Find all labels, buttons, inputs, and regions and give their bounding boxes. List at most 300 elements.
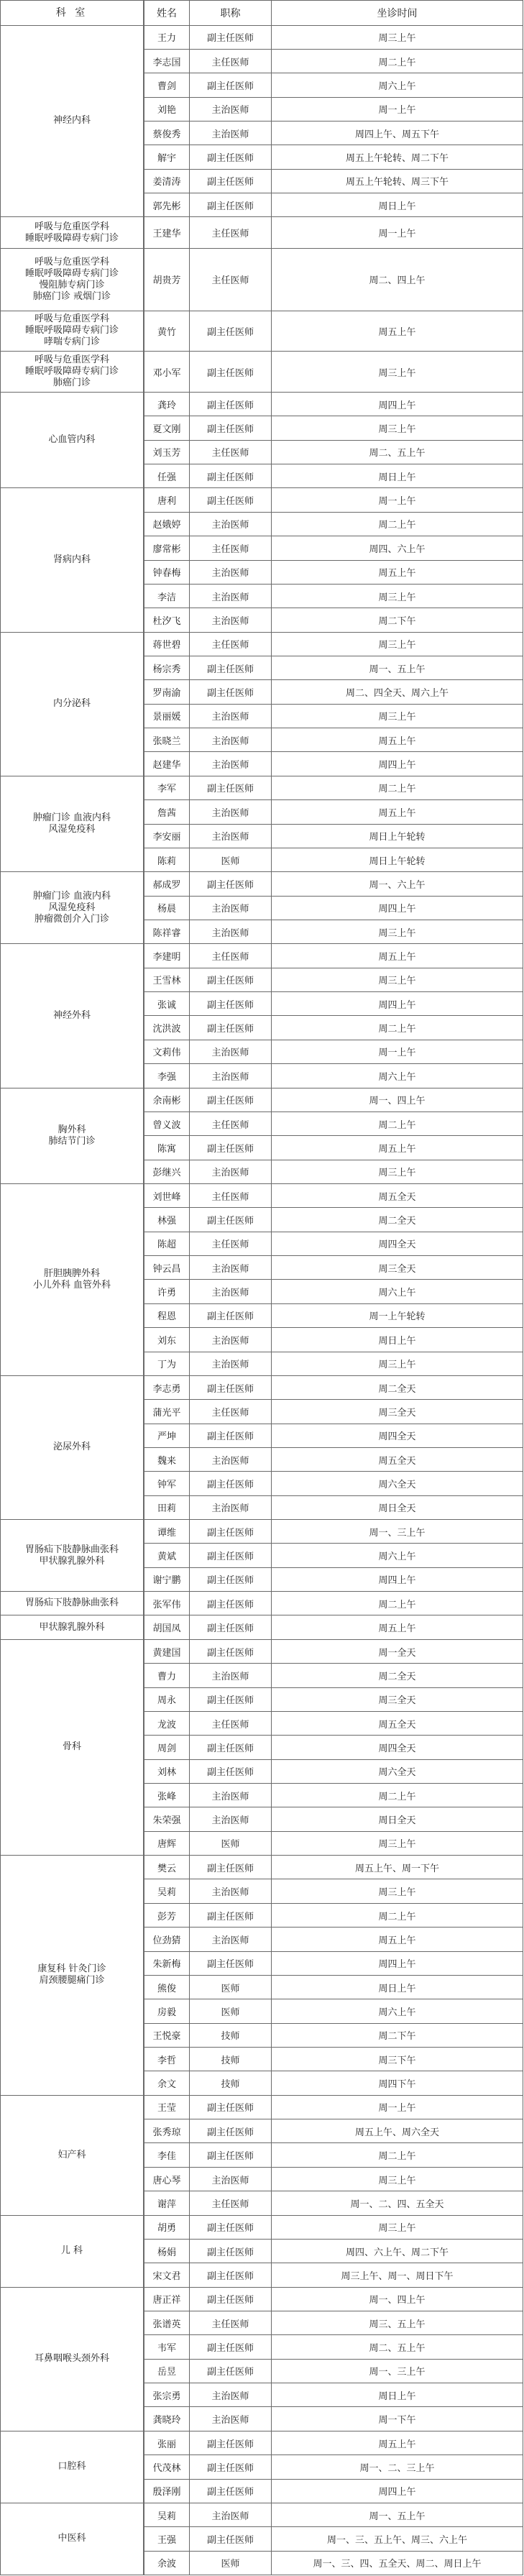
doctor-title: 主任医师 <box>190 2191 272 2215</box>
department-name-line: 肿瘤门诊 血液内科 <box>32 812 111 824</box>
clinic-time: 周一、五上午 <box>272 656 523 680</box>
doctor-title: 主任医师 <box>190 633 272 656</box>
doctor-name: 吴莉 <box>144 2503 190 2527</box>
doctor-title: 副主任医师 <box>190 1568 272 1592</box>
clinic-time: 周五上午 <box>272 1615 523 1639</box>
doctor-name: 刘玉芳 <box>144 441 190 464</box>
header-dept: 科 室 <box>0 0 144 26</box>
clinic-time: 周一、二、三上午 <box>272 2455 523 2479</box>
clinic-time: 周五上午 <box>272 1928 523 1951</box>
clinic-time: 周四上午 <box>272 897 523 920</box>
department-name-line: 胸外科 <box>58 1124 86 1135</box>
doctor-name: 代茂林 <box>144 2455 190 2479</box>
doctor-name: 赵娥婷 <box>144 513 190 536</box>
clinic-time: 周六上午 <box>272 1064 523 1088</box>
department-cell <box>0 2216 144 2288</box>
clinic-time: 周四、六上午、周二下午 <box>272 2240 523 2263</box>
doctor-name: 刘世峰 <box>144 1184 190 1208</box>
doctor-name: 赵建华 <box>144 752 190 776</box>
department-name-line: 肺结节门诊 <box>48 1135 96 1147</box>
doctor-title: 副主任医师 <box>190 1376 272 1400</box>
doctor-name: 王悦豪 <box>144 2024 190 2048</box>
doctor-title: 主治医师 <box>190 897 272 920</box>
doctor-name: 王莹 <box>144 2096 190 2119</box>
doctor-title: 主治医师 <box>190 1352 272 1376</box>
doctor-title: 副主任医师 <box>190 2119 272 2143</box>
doctor-title: 副主任医师 <box>190 2360 272 2383</box>
doctor-name: 岳昱 <box>144 2360 190 2383</box>
clinic-time: 周一上午 <box>272 217 523 248</box>
clinic-time: 周四全天 <box>272 1232 523 1256</box>
clinic-time: 周二下午 <box>272 608 523 632</box>
clinic-time: 周三上午 <box>272 352 523 393</box>
doctor-title: 副主任医师 <box>190 2096 272 2119</box>
doctor-name: 林强 <box>144 1208 190 1232</box>
doctor-title: 副主任医师 <box>190 968 272 992</box>
doctor-title: 副主任医师 <box>190 1688 272 1712</box>
department-cell <box>0 217 144 248</box>
doctor-title: 主治医师 <box>190 1160 272 1184</box>
department-name-line: 甲状腺乳腺外科 <box>39 1621 105 1633</box>
doctor-name: 胡勇 <box>144 2216 190 2240</box>
clinic-time: 周五上午轮转、周三下午 <box>272 170 523 193</box>
doctor-name: 李哲 <box>144 2048 190 2071</box>
doctor-title: 主任医师 <box>190 2311 272 2335</box>
department-cell <box>0 1615 144 1639</box>
doctor-name: 谢宁鹏 <box>144 1568 190 1592</box>
doctor-title: 主治医师 <box>190 2503 272 2527</box>
department-cell <box>0 249 144 311</box>
doctor-title: 副主任医师 <box>190 1952 272 1976</box>
doctor-title: 副主任医师 <box>190 193 272 217</box>
doctor-name: 詹茜 <box>144 800 190 824</box>
department-cell <box>0 1088 144 1184</box>
doctor-name: 曹剑 <box>144 73 190 97</box>
department-cell <box>0 776 144 872</box>
doctor-title: 副主任医师 <box>190 2527 272 2551</box>
doctor-name: 杨宗秀 <box>144 656 190 680</box>
clinic-time: 周三全天 <box>272 1256 523 1280</box>
department-name-line: 肿瘤微创介入门诊 <box>34 913 109 925</box>
doctor-name: 陈莉 <box>144 848 190 872</box>
doctor-title: 副主任医师 <box>190 1904 272 1928</box>
doctor-name: 王建华 <box>144 217 190 248</box>
doctor-name: 刘林 <box>144 1760 190 1784</box>
clinic-time: 周一上午 <box>272 98 523 122</box>
department-name-line: 慢阻肺专病门诊 <box>39 279 105 290</box>
clinic-time: 周一、三上午 <box>272 1520 523 1544</box>
doctor-name: 李建明 <box>144 944 190 968</box>
doctor-title: 主治医师 <box>190 752 272 776</box>
clinic-time: 周四上午 <box>272 1952 523 1976</box>
doctor-title: 医师 <box>190 1999 272 2023</box>
doctor-name: 彭芳 <box>144 1904 190 1928</box>
doctor-title: 主治医师 <box>190 1928 272 1951</box>
doctor-title: 副主任医师 <box>190 1856 272 1879</box>
doctor-title: 主治医师 <box>190 800 272 824</box>
clinic-time: 周四全天 <box>272 1736 523 1759</box>
doctor-title: 副主任医师 <box>190 145 272 169</box>
doctor-title: 主治医师 <box>190 1879 272 1903</box>
doctor-title: 主治医师 <box>190 1040 272 1064</box>
doctor-name: 解宇 <box>144 145 190 169</box>
doctor-name: 程恩 <box>144 1304 190 1328</box>
doctor-name: 王力 <box>144 26 190 50</box>
doctor-title: 副主任医师 <box>190 2240 272 2263</box>
clinic-time: 周三下午 <box>272 2048 523 2071</box>
department-name-line: 康复科 针灸门诊 <box>37 1963 106 1975</box>
doctor-name: 龚晓玲 <box>144 2407 190 2431</box>
doctor-title: 副主任医师 <box>190 1304 272 1328</box>
doctor-title: 主任医师 <box>190 50 272 73</box>
department-cell <box>0 872 144 944</box>
doctor-title: 主任医师 <box>190 1112 272 1136</box>
clinic-time: 周一、三、五上午、周三、六上午 <box>272 2527 523 2551</box>
clinic-time: 周三、五上午 <box>272 2311 523 2335</box>
department-cell <box>0 1376 144 1520</box>
doctor-name: 宋文君 <box>144 2263 190 2287</box>
department-cell <box>0 1184 144 1376</box>
doctor-title: 副主任医师 <box>190 311 272 352</box>
doctor-title: 副主任医师 <box>190 1592 272 1615</box>
doctor-name: 唐正祥 <box>144 2288 190 2311</box>
doctor-name: 曹力 <box>144 1664 190 1687</box>
doctor-title: 副主任医师 <box>190 488 272 512</box>
doctor-title: 主治医师 <box>190 728 272 752</box>
clinic-time: 周日上午 <box>272 1976 523 1999</box>
header-row <box>0 0 524 26</box>
doctor-title: 技师 <box>190 2071 272 2095</box>
clinic-time: 周三上午 <box>272 1832 523 1856</box>
department-name-line: 内分泌科 <box>52 698 91 710</box>
doctor-title: 副主任医师 <box>190 26 272 50</box>
department-name-line: 儿 科 <box>60 2245 83 2257</box>
doctor-name: 王雪林 <box>144 968 190 992</box>
doctor-name: 李军 <box>144 776 190 800</box>
doctor-name: 张军伟 <box>144 1592 190 1615</box>
clinic-time: 周一、三上午 <box>272 2360 523 2383</box>
doctor-name: 李佳 <box>144 2143 190 2167</box>
doctor-title: 副主任医师 <box>190 656 272 680</box>
department-name-line: 中医科 <box>58 2533 86 2544</box>
doctor-title: 医师 <box>190 848 272 872</box>
doctor-name: 郝成罗 <box>144 872 190 896</box>
doctor-title: 主任医师 <box>190 249 272 311</box>
doctor-name: 夏文刚 <box>144 416 190 440</box>
doctor-title: 副主任医师 <box>190 992 272 1016</box>
doctor-name: 严坤 <box>144 1424 190 1448</box>
clinic-time: 周三全天 <box>272 1688 523 1712</box>
department-name-line: 肝胆胰脾外科 <box>43 1268 100 1279</box>
department-name-line: 肺癌门诊 戒烟门诊 <box>32 290 111 302</box>
doctor-title: 主治医师 <box>190 1664 272 1687</box>
department-name-line: 呼吸与危重医学科 <box>34 354 109 366</box>
clinic-time: 周二上午 <box>272 1592 523 1615</box>
doctor-name: 李强 <box>144 1064 190 1088</box>
doctor-title: 主治医师 <box>190 2383 272 2407</box>
clinic-time: 周三上午 <box>272 585 523 608</box>
clinic-time: 周五上午 <box>272 944 523 968</box>
doctor-title: 副主任医师 <box>190 73 272 97</box>
doctor-title: 副主任医师 <box>190 872 272 896</box>
doctor-name: 邓小军 <box>144 352 190 393</box>
department-cell <box>0 1856 144 2096</box>
doctor-name: 房毅 <box>144 1999 190 2023</box>
doctor-title: 副主任医师 <box>190 352 272 393</box>
doctor-name: 刘艳 <box>144 98 190 122</box>
clinic-time: 周日上午 <box>272 2383 523 2407</box>
clinic-time: 周六全天 <box>272 1760 523 1784</box>
clinic-time: 周日全天 <box>272 1807 523 1831</box>
doctor-name: 樊云 <box>144 1856 190 1879</box>
doctor-title: 副主任医师 <box>190 1016 272 1040</box>
department-name-line: 肾病内科 <box>52 554 91 566</box>
clinic-time: 周二全天 <box>272 1208 523 1232</box>
doctor-name: 余文 <box>144 2071 190 2095</box>
clinic-time: 周三全天 <box>272 1400 523 1424</box>
clinic-time: 周三上午 <box>272 705 523 728</box>
doctor-title: 主治医师 <box>190 1064 272 1088</box>
clinic-time: 周三上午 <box>272 1160 523 1184</box>
clinic-time: 周四上午 <box>272 1568 523 1592</box>
doctor-name: 张峰 <box>144 1784 190 1807</box>
clinic-time: 周四上午 <box>272 752 523 776</box>
doctor-name: 杨晨 <box>144 897 190 920</box>
doctor-name: 李志国 <box>144 50 190 73</box>
doctor-name: 黄斌 <box>144 1544 190 1567</box>
clinic-time: 周二全天 <box>272 1376 523 1400</box>
department-name-line: 睡眠呼吸障碍专病门诊 <box>24 267 119 279</box>
clinic-time: 周一、六上午 <box>272 872 523 896</box>
doctor-name: 余波 <box>144 2552 190 2575</box>
department-cell <box>0 352 144 393</box>
department-cell <box>0 944 144 1088</box>
department-cell <box>0 2288 144 2431</box>
doctor-name: 罗南渝 <box>144 680 190 704</box>
clinic-time: 周二全天 <box>272 1664 523 1687</box>
doctor-name: 朱荣强 <box>144 1807 190 1831</box>
doctor-title: 主任医师 <box>190 1712 272 1736</box>
department-cell <box>0 488 144 632</box>
clinic-time: 周六上午 <box>272 73 523 97</box>
clinic-time: 周五上午 <box>272 800 523 824</box>
doctor-title: 医师 <box>190 1832 272 1856</box>
clinic-time: 周六上午 <box>272 1999 523 2023</box>
doctor-name: 杜汐飞 <box>144 608 190 632</box>
department-name-line: 耳鼻咽喉头颈外科 <box>34 2353 109 2365</box>
department-name-line: 肩颈腰腿痛门诊 <box>39 1975 105 1986</box>
doctor-title: 主治医师 <box>190 920 272 944</box>
clinic-time: 周六上午 <box>272 1280 523 1303</box>
header-time: 坐诊时间 <box>272 0 523 26</box>
department-cell <box>0 393 144 488</box>
doctor-name: 田莉 <box>144 1496 190 1520</box>
doctor-title: 副主任医师 <box>190 2143 272 2167</box>
doctor-title: 主治医师 <box>190 705 272 728</box>
doctor-name: 张宗勇 <box>144 2383 190 2407</box>
doctor-title: 技师 <box>190 2048 272 2071</box>
doctor-name: 周永 <box>144 1688 190 1712</box>
clinic-time: 周二上午 <box>272 2143 523 2167</box>
doctor-name: 位劲猜 <box>144 1928 190 1951</box>
doctor-title: 副主任医师 <box>190 2431 272 2455</box>
doctor-title: 副主任医师 <box>190 416 272 440</box>
doctor-title: 主治医师 <box>190 561 272 585</box>
clinic-time: 周五全天 <box>272 1448 523 1472</box>
department-name-line: 呼吸与危重医学科 <box>34 313 109 325</box>
doctor-title: 主治医师 <box>190 513 272 536</box>
doctor-title: 主治医师 <box>190 1496 272 1520</box>
doctor-title: 副主任医师 <box>190 2288 272 2311</box>
clinic-time: 周三上午 <box>272 2216 523 2240</box>
doctor-title: 副主任医师 <box>190 393 272 416</box>
clinic-time: 周五上午 <box>272 1136 523 1160</box>
department-cell <box>0 2096 144 2216</box>
department-cell <box>0 1520 144 1592</box>
doctor-title: 主治医师 <box>190 98 272 122</box>
clinic-time: 周二、四上午 <box>272 249 523 311</box>
department-name-line: 泌尿外科 <box>52 1441 91 1453</box>
doctor-name: 张谱英 <box>144 2311 190 2335</box>
department-name-line: 风湿免疫科 <box>48 902 96 913</box>
clinic-time: 周三上午、周一、周日下午 <box>272 2263 523 2287</box>
clinic-time: 周二上午 <box>272 1904 523 1928</box>
clinic-time: 周二上午 <box>272 513 523 536</box>
clinic-time: 周一、五上午 <box>272 2503 523 2527</box>
doctor-title: 主任医师 <box>190 1184 272 1208</box>
doctor-name: 熊俊 <box>144 1976 190 1999</box>
doctor-name: 钟春梅 <box>144 561 190 585</box>
clinic-time: 周三上午 <box>272 26 523 50</box>
clinic-time: 周二上午 <box>272 50 523 73</box>
clinic-time: 周五上午、周六全天 <box>272 2119 523 2143</box>
doctor-title: 主治医师 <box>190 1784 272 1807</box>
doctor-title: 主任医师 <box>190 441 272 464</box>
doctor-name: 李志勇 <box>144 1376 190 1400</box>
clinic-time: 周三上午 <box>272 920 523 944</box>
doctor-name: 蒋世碧 <box>144 633 190 656</box>
clinic-time: 周五上午轮转、周二下午 <box>272 145 523 169</box>
doctor-name: 钟军 <box>144 1472 190 1495</box>
doctor-title: 主治医师 <box>190 122 272 145</box>
header-title: 职称 <box>190 0 272 26</box>
doctor-title: 副主任医师 <box>190 1736 272 1759</box>
doctor-name: 朱新梅 <box>144 1952 190 1976</box>
doctor-title: 主治医师 <box>190 585 272 608</box>
department-name-line: 胃肠疝下肢静脉曲张科 <box>24 1544 119 1555</box>
clinic-time: 周日上午 <box>272 193 523 217</box>
doctor-title: 副主任医师 <box>190 1136 272 1160</box>
doctor-title: 副主任医师 <box>190 1424 272 1448</box>
department-name-line: 睡眠呼吸障碍专病门诊 <box>24 325 119 336</box>
doctor-name: 张晓兰 <box>144 728 190 752</box>
doctor-name: 黄竹 <box>144 311 190 352</box>
doctor-name: 龚玲 <box>144 393 190 416</box>
department-name-line: 骨科 <box>62 1741 81 1753</box>
clinic-time: 周三上午 <box>272 1879 523 1903</box>
clinic-time: 周四、六上午 <box>272 536 523 560</box>
doctor-title: 副主任医师 <box>190 2480 272 2503</box>
clinic-time: 周三上午 <box>272 633 523 656</box>
doctor-name: 谢萍 <box>144 2191 190 2215</box>
clinic-time: 周一、四上午 <box>272 2288 523 2311</box>
doctor-name: 张秀琼 <box>144 2119 190 2143</box>
department-cell <box>0 26 144 218</box>
doctor-title: 主任医师 <box>190 217 272 248</box>
doctor-title: 副主任医师 <box>190 1640 272 1664</box>
clinic-time: 周二上午 <box>272 1112 523 1136</box>
doctor-name: 殷泽刚 <box>144 2480 190 2503</box>
doctor-name: 谭维 <box>144 1520 190 1544</box>
doctor-title: 医师 <box>190 1976 272 1999</box>
clinic-time: 周五上午 <box>272 2431 523 2455</box>
doctor-name: 彭继兴 <box>144 1160 190 1184</box>
doctor-name: 胡国凤 <box>144 1615 190 1639</box>
doctor-title: 副主任医师 <box>190 1615 272 1639</box>
doctor-name: 廖常彬 <box>144 536 190 560</box>
doctor-name: 王强 <box>144 2527 190 2551</box>
doctor-name: 许勇 <box>144 1280 190 1303</box>
clinic-time: 周三上午 <box>272 1352 523 1376</box>
clinic-time: 周三上午 <box>272 968 523 992</box>
department-cell <box>0 2431 144 2503</box>
doctor-name: 魏来 <box>144 1448 190 1472</box>
doctor-title: 副主任医师 <box>190 2263 272 2287</box>
department-cell <box>0 1592 144 1615</box>
doctor-title: 副主任医师 <box>190 2216 272 2240</box>
doctor-name: 钟云昌 <box>144 1256 190 1280</box>
clinic-time: 周一上午 <box>272 2096 523 2119</box>
doctor-title: 副主任医师 <box>190 2335 272 2359</box>
doctor-name: 唐心琴 <box>144 2168 190 2191</box>
department-cell <box>0 1640 144 1856</box>
clinic-time: 周一、二、四、五全天 <box>272 2191 523 2215</box>
doctor-name: 丁为 <box>144 1352 190 1376</box>
doctor-name: 陈寓 <box>144 1136 190 1160</box>
doctor-title: 副主任医师 <box>190 170 272 193</box>
clinic-time: 周二下午 <box>272 2024 523 2048</box>
doctor-title: 医师 <box>190 2552 272 2575</box>
clinic-time: 周六上午 <box>272 1544 523 1567</box>
doctor-title: 主任医师 <box>190 944 272 968</box>
clinic-time: 周三上午 <box>272 416 523 440</box>
clinic-time: 周一上午 <box>272 1040 523 1064</box>
department-name-line: 神经外科 <box>52 1009 91 1021</box>
clinic-time: 周日上午 <box>272 1328 523 1352</box>
doctor-title: 技师 <box>190 2024 272 2048</box>
doctor-name: 唐利 <box>144 488 190 512</box>
doctor-name: 张丽 <box>144 2431 190 2455</box>
doctor-title: 主治医师 <box>190 2168 272 2191</box>
doctor-title: 主治医师 <box>190 1807 272 1831</box>
doctor-title: 副主任医师 <box>190 2455 272 2479</box>
doctor-name: 唐辉 <box>144 1832 190 1856</box>
clinic-time: 周日全天 <box>272 1496 523 1520</box>
clinic-time: 周四上午 <box>272 992 523 1016</box>
doctor-title: 副主任医师 <box>190 1760 272 1784</box>
department-name-line: 呼吸与危重医学科 <box>34 221 109 232</box>
doctor-title: 副主任医师 <box>190 464 272 488</box>
doctor-name: 姜清涛 <box>144 170 190 193</box>
doctor-title: 副主任医师 <box>190 1088 272 1112</box>
clinic-time: 周二上午 <box>272 1016 523 1040</box>
doctor-name: 韦军 <box>144 2335 190 2359</box>
doctor-name: 吴莉 <box>144 1879 190 1903</box>
header-name: 姓名 <box>144 0 190 26</box>
doctor-title: 主治医师 <box>190 608 272 632</box>
department-cell <box>0 633 144 776</box>
doctor-name: 曾义波 <box>144 1112 190 1136</box>
